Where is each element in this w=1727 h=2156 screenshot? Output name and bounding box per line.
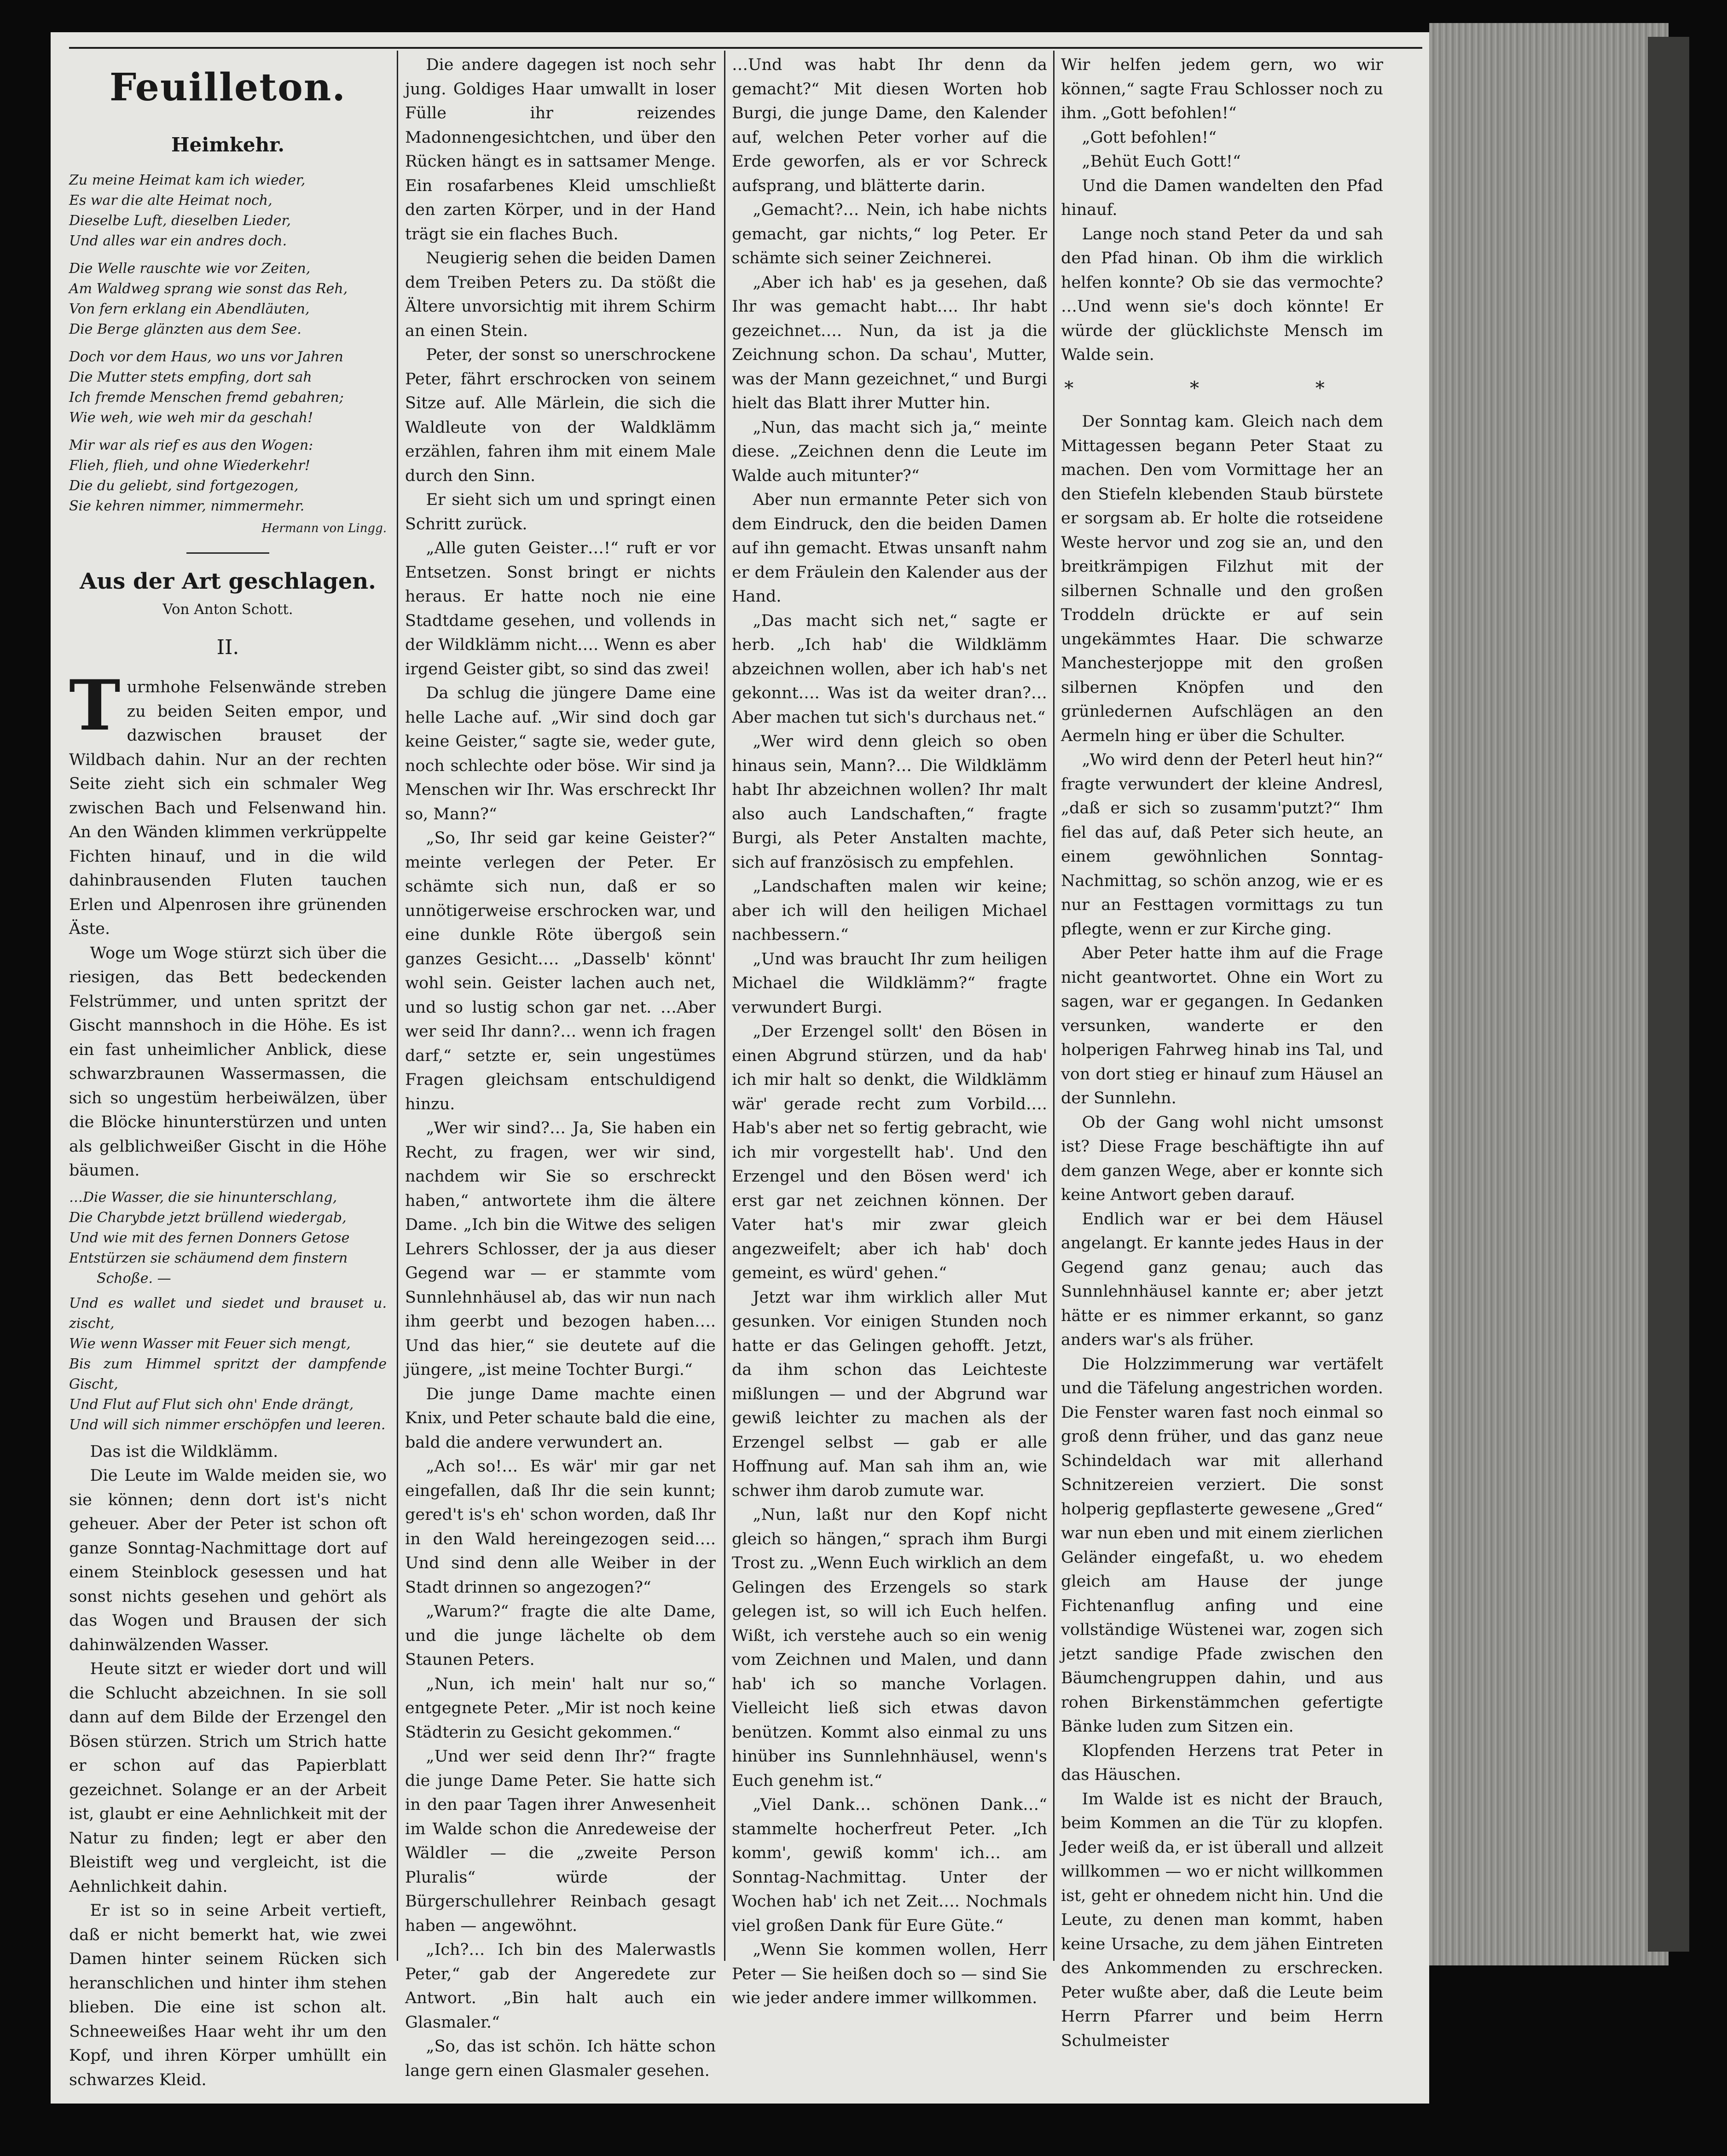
verse-line: Und will sich nimmer erschöpfen und leeren. bbox=[69, 1416, 386, 1433]
poem-line: Ich fremde Menschen fremd gebahren; bbox=[69, 389, 344, 406]
verse-line: Schoße. — bbox=[97, 1270, 171, 1287]
verse-line: Die Charybde jetzt brüllend wiedergab, bbox=[69, 1209, 347, 1226]
poem-line: Doch vor dem Haus, wo uns vor Jahren bbox=[69, 349, 343, 365]
verse-line: Wie wenn Wasser mit Feuer sich mengt, bbox=[69, 1335, 351, 1352]
verse-line: Und es wallet und siedet und brauset u. zischt, bbox=[69, 1295, 387, 1332]
poem-line: Es war die alte Heimat noch, bbox=[69, 192, 272, 209]
paragraph: „Der Erzengel sollt' den Bösen in einen Abgrund stürzen, und da hab' ich mir halt so denkt, die Wildklämm wär' gerade recht zum Vorbild…. Hab's aber net so fertig gebracht, wie ich mir vorgestellt hab'. Und den Erzengel und den Bösen werd' ich erst gar net zeichnen können. Der Vater hat's mir zwar gleich angezweifelt; aber ich hab' doch gemeint, es würd' gehen.“ bbox=[732, 1022, 1047, 1282]
poem-stanza bbox=[69, 435, 387, 539]
section-title: Feuilleton. bbox=[110, 65, 346, 110]
paragraph: Wir helfen jedem gern, wo wir können,“ sagte Frau Schlosser noch zu ihm. „Gott befohlen!“ bbox=[1061, 56, 1383, 122]
verse-line: Entstürzen sie schäumend dem finstern bbox=[69, 1250, 348, 1266]
poem-line: Die Berge glänzten aus dem See. bbox=[69, 321, 301, 337]
book-page-edges bbox=[1429, 23, 1669, 1965]
column-3 bbox=[732, 53, 1047, 2011]
paragraph: „Landschaften malen wir keine; aber ich will den heiligen Michael nachbessern.“ bbox=[732, 877, 1047, 944]
poem-author: Hermann von Lingg. bbox=[261, 522, 387, 535]
paragraph: „Nun, laßt nur den Kopf nicht gleich so hängen,“ sprach ihm Burgi Trost zu. „Wenn Euch wirklich an dem Gelingen des Erzengels so stark gelegen ist, so will ich Euch helfen. Wißt, ich verstehe auch so ein wenig vom Zeichnen und Malen, und dann hab' ich so manche Vorlagen. Vielleicht ließ sich etwas davon benützen. Kommt also einmal zu uns hinüber ins Sunnlehnhäusel, wenn's Euch genehm ist.“ bbox=[732, 1506, 1047, 1790]
paragraph: „Wer wir sind?… Ja, Sie haben ein Recht, zu fragen, wer wir sind, nachdem wir Sie so erschreckt haben,“ antwortete ihm die ältere Dame. „Ich bin die Witwe des seligen Lehrers Schlosser, der ja aus dieser Gegend war — er stammte vom Sunnlehnhäusel ab, das wir nun nach ihm geerbt und bezogen haben…. Und das hier,“ sie deutete auf die jüngere, „ist meine Tochter Burgi.“ bbox=[405, 1119, 716, 1379]
book-cover-edge bbox=[1648, 37, 1689, 1952]
poem-line: Die du geliebt, sind fortgezogen, bbox=[69, 478, 299, 494]
paragraph: …Und was habt Ihr denn da gemacht?“ Mit diesen Worten hob Burgi, die junge Dame, den Kalender auf, welchen Peter vorher auf die Erde geworfen, als er vor Schreck aufsprang, und blätterte darin. bbox=[732, 56, 1047, 195]
top-rule bbox=[69, 47, 1422, 49]
paragraph: „So, das ist schön. Ich hätte schon lange gern einen Glasmaler gesehen. bbox=[405, 2037, 716, 2080]
paragraph: Endlich war er bei dem Häusel angelangt. Er kannte jedes Haus in der Gegend ganz genau; auch das Sunnlehnhäusel kannte er; aber jetzt hätte er es nimmer erkannt, so ganz anders war's als früher. bbox=[1061, 1210, 1383, 1349]
section-break: * * * bbox=[1064, 377, 1380, 399]
paragraph: Im Walde ist es nicht der Brauch, beim Kommen an die Tür zu klopfen. Jeder weiß da, er ist überall und allzeit willkommen — wo er nicht willkommen ist, geht er ohnedem nicht hin. Und die Leute, zu denen man kommt, haben keine Ursache, zu dem jähen Eintreten des Ankommenden zu erschrecken. Peter wußte aber, daß die Leute beim Herrn Pfarrer und beim Herrn Schulmeister bbox=[1061, 1790, 1383, 2050]
poem-line: Wie weh, wie weh mir da geschah! bbox=[69, 410, 313, 426]
poem-line: Die Welle rauschte wie vor Zeiten, bbox=[69, 261, 311, 277]
story-byline: Von Anton Schott. bbox=[162, 601, 293, 618]
drop-cap: T bbox=[69, 665, 121, 746]
paragraph: „Und was braucht Ihr zum heiligen Michael die Wildklämm?“ fragte verwundert Burgi. bbox=[732, 950, 1047, 1017]
paragraph: Klopfenden Herzens trat Peter in das Häuschen. bbox=[1061, 1741, 1383, 1784]
paragraph: „Ach so!… Es wär' mir gar net eingefallen, daß Ihr die sein kunnt; gered't is's eh' schon worden, daß Ihr in den Wald hereingezogen seid…. Und sind denn alle Weiber in der Stadt drinnen so angezogen?“ bbox=[405, 1457, 716, 1597]
verse-quote bbox=[69, 1293, 387, 1435]
paragraph: „Wenn Sie kommen wollen, Herr Peter — Sie heißen doch so — sind Sie wie jeder andere immer willkommen. bbox=[732, 1941, 1047, 2007]
paragraph: „Alle guten Geister…!“ ruft er vor Entsetzen. Sonst bringt er nichts heraus. Er hatte noch nie eine Stadtdame gesehen, und vollends in der Wildklämm nicht…. Wenn es aber irgend Geister gibt, so sind das zwei! bbox=[405, 539, 716, 678]
paragraph: „Nun, ich mein' halt nur so,“ entgegnete Peter. „Mir ist noch keine Städterin zu Gesicht gekommen.“ bbox=[405, 1675, 716, 1742]
separator-rule bbox=[186, 552, 269, 554]
paragraph: „Wo wird denn der Peterl heut hin?“ fragte verwundert der kleine Andresl, „daß er sich so zusamm'putzt?“ Ihm fiel das auf, daß Peter sich heute, an einem gewöhnlichen Sonntag-Nachmittag, so schön anzog, wie er es nur an Festtagen vormittags zu tun pflegte, wenn er zur Kirche ging. bbox=[1061, 751, 1383, 939]
paragraph: „Gott befohlen!“ bbox=[1082, 128, 1217, 147]
poem-line: Von fern erklang ein Abendläuten, bbox=[69, 301, 310, 317]
paragraph: „Viel Dank… schönen Dank…“ stammelte hocherfreut Peter. „Ich komm', gewiß komm' ich… am Sonntag-Nachmittag. Unter der Wochen hab' ich net Zeit…. Nochmals viel großen Dank für Eure Güte.“ bbox=[732, 1796, 1047, 1935]
verse-line: Bis zum Himmel spritzt der dampfende Gischt, bbox=[69, 1356, 387, 1392]
paragraph: „Aber ich hab' es ja gesehen, daß Ihr was gemacht habt…. Ihr habt gezeichnet…. Nun, da ist ja die Zeichnung schon. Da schau', Mutter, was der Mann gezeichnet,“ und Burgi hielt das Blatt ihrer Mutter hin. bbox=[732, 273, 1047, 412]
paragraph: Lange noch stand Peter da und sah den Pfad hinan. Ob ihm die wirklich helfen konnte? Ob sie das vermochte? …Und wenn sie's doch könnte! Er würde der glücklichste Mensch im Walde sein. bbox=[1061, 225, 1383, 364]
column-rule-2 bbox=[724, 51, 725, 1961]
paragraph: Er sieht sich um und springt einen Schritt zurück. bbox=[405, 491, 716, 533]
verse-line: Und wie mit des fernen Donners Getose bbox=[69, 1229, 350, 1246]
paragraph: Die Holzzimmerung war vertäfelt und die Täfelung angestrichen worden. Die Fenster waren fast noch einmal so groß denn früher, und das ganz neue Schindeldach war mit allerhand Schnitzereien verziert. Die sonst holperig gepflasterte gewesene „Gred“ war nun eben und mit einem zierlichen Geländer eingefaßt, u. wo ehedem gleich am Hause der junge Fichtenanflug anfing und eine vollständige Wüstenei war, zogen sich jetzt sandige Pfade zwischen den Bäumchengruppen dahin, und aus rohen Birkenstämmchen gefertigte Bänke luden zum Sitzen ein. bbox=[1061, 1355, 1383, 1736]
paragraph: „Wer wird denn gleich so oben hinaus sein, Mann?… Die Wildklämm habt Ihr abzeichnen wollen? Ihr malt also auch Landschaften,“ fragte Burgi, als Peter Anstalten machte, sich auf französisch zu empfehlen. bbox=[732, 732, 1047, 872]
paragraph: Er ist so in seine Arbeit vertieft, daß er nicht bemerkt hat, wie zwei Damen hinter seinem Rücken sich heranschlichen und hinter ihm stehen blieben. Die eine ist schon alt. Schneeweißes Haar weht ihr um den Kopf, und ihren Körper umhüllt ein schwarzes Kleid. bbox=[69, 1901, 387, 2089]
paragraph: Der Sonntag kam. Gleich nach dem Mittagessen begann Peter Staat zu machen. Den vom Vormittage her an den Stiefeln klebenden Staub bürstete er sorgsam ab. Er holte die rotseidene Weste hervor und zog sie an, und den breitkrämpigen Filzhut mit der silbernen Schnalle und den großen Troddeln drückte er auf sein ungekämmtes Haar. Die schwarze Manchesterjoppe mit den großen silbernen Knöpfen und den grünledernen Aufschlägen an den Aermeln hing er über die Schulter. bbox=[1061, 412, 1383, 745]
paragraph: Und die Damen wandelten den Pfad hinauf. bbox=[1061, 176, 1383, 219]
column-1 bbox=[69, 53, 387, 2092]
paragraph: „Nun, das macht sich ja,“ meinte diese. „Zeichnen denn die Leute im Walde auch mitunter?“ bbox=[732, 418, 1047, 485]
column-rule-1 bbox=[397, 51, 398, 1961]
poem-stanza bbox=[69, 259, 387, 340]
poem-line: Die Mutter stets empfing, dort sah bbox=[69, 369, 312, 385]
paragraph: Ob der Gang wohl nicht umsonst ist? Diese Frage beschäftigte ihn auf dem ganzen Wege, aber er konnte sich keine Antwort geben darauf. bbox=[1061, 1113, 1383, 1204]
poem-line: Flieh, flieh, und ohne Wiederkehr! bbox=[69, 458, 310, 474]
poem-line: Mir war als rief es aus den Wogen: bbox=[69, 437, 313, 453]
verse-line: …Die Wasser, die sie hinunterschlang, bbox=[69, 1189, 337, 1206]
story-title: Aus der Art geschlagen. bbox=[80, 568, 376, 594]
verse-quote bbox=[69, 1188, 387, 1289]
column-rule-3 bbox=[1053, 51, 1055, 1961]
paragraph-text: urmhohe Felsenwände streben zu beiden Seiten empor, und dazwischen brauset der Wildbach dahin. Nur an der rechten Seite zieht sich ein schmaler Weg zwischen Bach und Felsenwand hin. An den Wänden klimmen verkrüppelte Fichten hinauf, und in die wild dahinbrausenden Fluten tauchen Erlen und Alpenrosen ihre grünenden Äste. bbox=[69, 678, 387, 938]
poem-stanza bbox=[69, 170, 387, 251]
chapter-number: II. bbox=[216, 636, 239, 659]
column-4 bbox=[1061, 53, 1383, 2053]
paragraph: „Das macht sich net,“ sagte er herb. „Ich hab' die Wildklämm abzeichnen wollen, aber ich hab's net gekonnt…. Was ist da weiter dran?… Aber machen tut sich's durchaus net.“ bbox=[732, 611, 1047, 727]
paragraph: Peter, der sonst so unerschrockene Peter, fährt erschrocken von seinem Sitze auf. Alle Märlein, die sich die Waldleute von der Waldklämm erzählen, fahren ihm mit einem Male durch den Sinn. bbox=[405, 346, 716, 485]
newspaper-page bbox=[51, 32, 1429, 2104]
paragraph: „Und wer seid denn Ihr?“ fragte die junge Dame Peter. Sie hatte sich in den paar Tagen ihrer Anwesenheit im Walde schon die Anredeweise der Wäldler — die „zweite Person Pluralis“ würde der Bürgerschullehrer Reinbach gesagt haben — angewöhnt. bbox=[405, 1747, 716, 1935]
poem-line: Sie kehren nimmer, nimmermehr. bbox=[69, 498, 305, 514]
paragraph: Heute sitzt er wieder dort und will die Schlucht abzeichnen. In sie soll dann auf dem Bilde der Erzengel den Bösen stürzen. Strich um Strich hatte er schon auf das Papierblatt gezeichnet. Solange er an der Arbeit ist, glaubt er eine Aehnlichkeit mit der Natur zu finden; legt er aber den Bleistift weg und vergleicht, ist die Aehnlichkeit dahin. bbox=[69, 1660, 387, 1896]
poem-title: Heimkehr. bbox=[171, 133, 285, 156]
poem-line: Zu meine Heimat kam ich wieder, bbox=[69, 172, 306, 188]
paragraph: „Gemacht?… Nein, ich habe nichts gemacht, gar nichts,“ log Peter. Er schämte sich seiner Zeichnerei. bbox=[732, 201, 1047, 267]
column-2 bbox=[405, 53, 716, 2083]
paragraph: Aber Peter hatte ihm auf die Frage nicht geantwortet. Ohne ein Wort zu sagen, war er gegangen. In Gedanken versunken, wanderte er den holperigen Fahrweg hinab ins Tal, und von dort stieg er hinauf zum Häusel an der Sunnlehn. bbox=[1061, 944, 1383, 1107]
paragraph: Die andere dagegen ist noch sehr jung. Goldiges Haar umwallt in loser Fülle ihr reizendes Madonnengesichtchen, und über den Rücken hängt es in sattsamer Menge. Ein rosafarbenes Kleid umschließt den zarten Körper, und in der Hand trägt sie ein flaches Buch. bbox=[405, 56, 716, 243]
paragraph: Die junge Dame machte einen Knix, und Peter schaute bald die eine, bald die andere verwundert an. bbox=[405, 1385, 716, 1452]
paragraph: „So, Ihr seid gar keine Geister?“ meinte verlegen der Peter. Er schämte sich nun, daß er so unnötigerweise erschrocken war, und eine dunkle Röte übergoß sein ganzes Gesicht…. „Dasselb' könnt' wohl sein. Geister lachen auch net, und so lustig schon gar net. …Aber wer seid Ihr dann?… wenn ich fragen darf,“ setzte er, sein ungestümes Fragen gleichsam entschuldigend hinzu. bbox=[405, 829, 716, 1113]
paragraph: Aber nun ermannte Peter sich von dem Eindruck, den die beiden Damen auf ihn gemacht. Etwas unsanft nahm er dem Fräulein den Kalender aus der Hand. bbox=[732, 491, 1047, 606]
poem-line: Und alles war ein andres doch. bbox=[69, 233, 287, 249]
paragraph: „Warum?“ fragte die alte Dame, und die junge lächelte ob dem Staunen Peters. bbox=[405, 1602, 716, 1669]
poem-line: Dieselbe Luft, dieselben Lieder, bbox=[69, 213, 291, 229]
paragraph bbox=[69, 665, 387, 941]
paragraph: „Behüt Euch Gott!“ bbox=[1082, 152, 1241, 171]
paragraph: „Ich?… Ich bin des Malerwastls Peter,“ gab der Angeredete zur Antwort. „Bin halt auch ein Glasmaler.“ bbox=[405, 1941, 716, 2032]
paragraph: Das ist die Wildklämm. bbox=[90, 1442, 278, 1461]
paragraph: Da schlug die jüngere Dame eine helle Lache auf. „Wir sind doch gar keine Geister,“ sagte sie, weder gute, noch schlechte oder böse. Wir sind ja Menschen wir Ihr. Was erschreckt Ihr so, Mann?“ bbox=[405, 684, 716, 823]
verse-line: Und Flut auf Flut sich ohn' Ende drängt, bbox=[69, 1396, 354, 1413]
paragraph: Die Leute im Walde meiden sie, wo sie können; denn dort ist's nicht geheuer. Aber der Peter ist schon oft ganze Sonntag-Nachmittage dort auf einem Steinblock gesessen und hat sonst nichts gesehen und gehört als das Wogen und Brausen der sich dahinwälzenden Wasser. bbox=[69, 1466, 387, 1654]
paragraph: Woge um Woge stürzt sich über die riesigen, das Bett bedeckenden Felstrümmer, und unten spritzt der Gischt mannshoch in die Höhe. Es ist ein fast unheimlicher Anblick, diese schwarzbraunen Wassermassen, die sich so ungestüm herbeiwälzen, über die Blöcke hinunterstürzen und unten als gelblichweißer Gischt in die Höhe bäumen. bbox=[69, 944, 387, 1180]
poem-line: Am Waldweg sprang wie sonst das Reh, bbox=[69, 281, 348, 297]
poem-stanza bbox=[69, 347, 387, 428]
paragraph: Neugierig sehen die beiden Damen dem Treiben Peters zu. Da stößt die Ältere unvorsichtig mit ihrem Schirm an einen Stein. bbox=[405, 249, 716, 340]
poem bbox=[69, 170, 387, 539]
paragraph: Jetzt war ihm wirklich aller Mut gesunken. Vor einigen Stunden noch hatte er das Gelingen gehofft. Jetzt, da ihm schon das Leichteste mißlungen — und der Abgrund war gewiß leichter zu machen als der Erzengel selbst — gab er alle Hoffnung auf. Man sah ihm an, wie schwer ihm darob zumute war. bbox=[732, 1288, 1047, 1500]
